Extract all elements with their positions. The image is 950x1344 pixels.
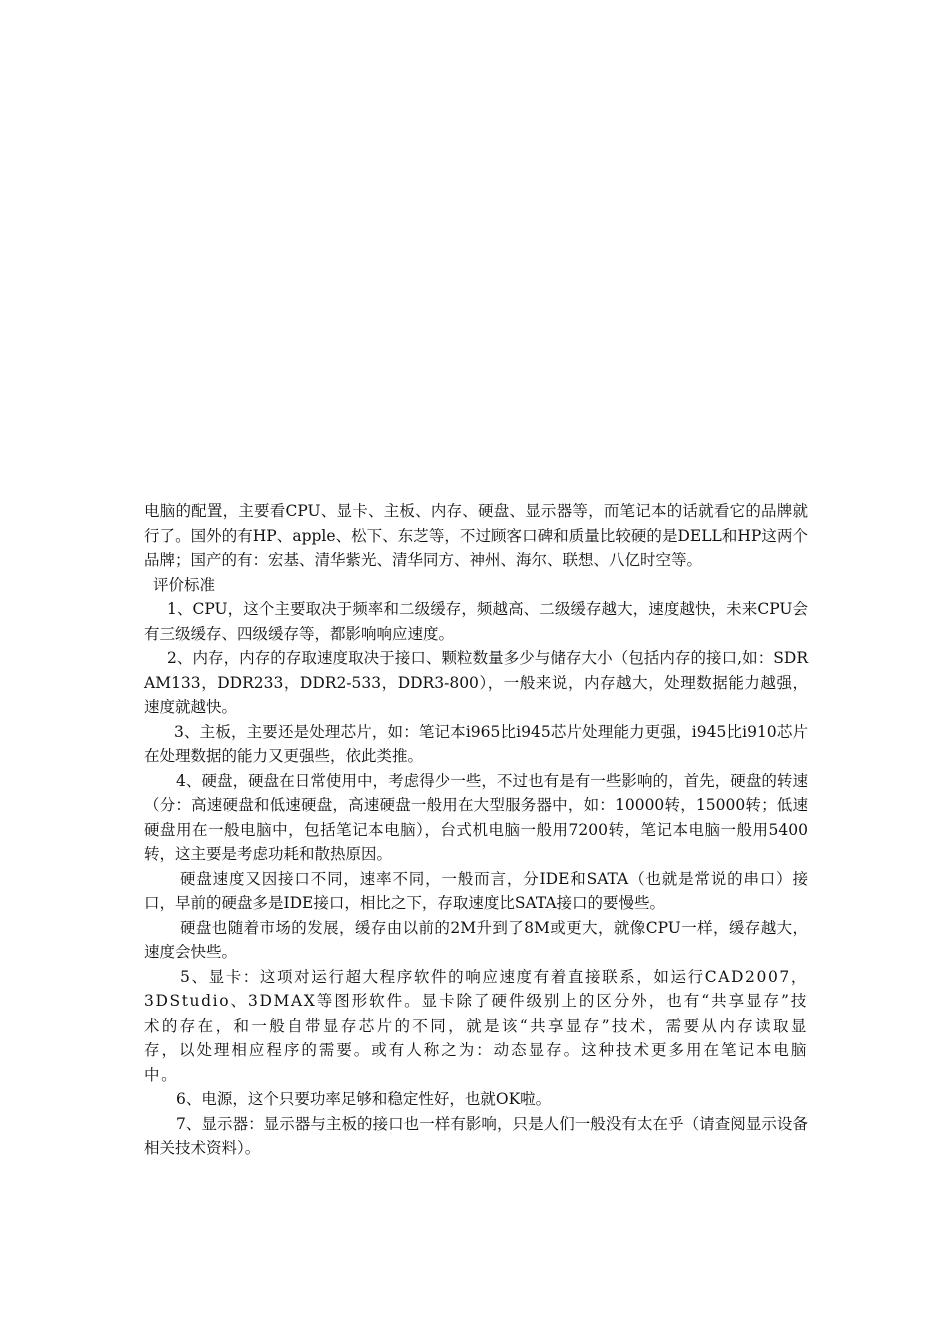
paragraph-cpu: 1、CPU，这个主要取决于频率和二级缓存，频越高、二级缓存越大，速度越快，未来CPU会有三级缓存、四级缓存等，都影响响应速度。 — [144, 600, 808, 643]
paragraph-harddisk-cache: 硬盘也随着市场的发展，缓存由以前的2M升到了8M或更大，就像CPU一样，缓存越大，速度会快些。 — [144, 918, 808, 961]
intro-paragraph: 电脑的配置，主要看CPU、显卡、主板、内存、硬盘、显示器等，而笔记本的话就看它的品牌就行了。国外的有HP、apple、松下、东芝等，不过顾客口碑和质量比较硬的是DELL和HP这两个品牌；国产的有：宏基、清华紫光、清华同方、神州、海尔、联想、八亿时空等。 — [144, 502, 808, 569]
paragraph-motherboard: 3、主板，主要还是处理芯片，如：笔记本i965比i945芯片处理能力更强，i945比i910芯片在处理数据的能力又更强些，依此类推。 — [144, 722, 808, 765]
section-heading: 评价标准 — [153, 575, 216, 594]
paragraph-harddisk: 4、硬盘，硬盘在日常使用中，考虑得少一些，不过也有是有一些影响的，首先，硬盘的转速（分：高速硬盘和低速硬盘，高速硬盘一般用在大型服务器中，如：10000转，15000转；低速硬盘用在一般电脑中，包括笔记本电脑），台式机电脑一般用7200转，笔记本电脑一般用5400转，这主要是考虑功耗和散热原因。 — [144, 771, 808, 863]
document-body — [144, 499, 808, 1161]
paragraph-power-supply: 6、电源，这个只要功率足够和稳定性好，也就OK啦。 — [176, 1090, 552, 1108]
paragraph-monitor: 7、显示器：显示器与主板的接口也一样有影响，只是人们一般没有太在乎（请查阅显示设备相关技术资料）。 — [144, 1114, 808, 1157]
paragraph-memory: 2、内存，内存的存取速度取决于接口、颗粒数量多少与储存大小（包括内存的接口,如：SDRAM133，DDR233，DDR2-533，DDR3-800），一般来说，内存越大，处理数据能力越强，速度就越快。 — [144, 649, 808, 716]
paragraph-graphics-card: 5、显卡：这项对运行超大程序软件的响应速度有着直接联系，如运行CAD2007，3DStudio、3DMAX等图形软件。显卡除了硬件级别上的区分外，也有“共享显存”技术的存在，和一般自带显存芯片的不同，就是该“共享显存”技术，需要从内存读取显存，以处理相应程序的需要。或有人称之为：动态显存。这种技术更多用在笔记本电脑中。 — [144, 967, 808, 1084]
paragraph-harddisk-interface: 硬盘速度又因接口不同，速率不同，一般而言，分IDE和SATA（也就是常说的串口）接口，早前的硬盘多是IDE接口，相比之下，存取速度比SATA接口的要慢些。 — [144, 869, 808, 912]
